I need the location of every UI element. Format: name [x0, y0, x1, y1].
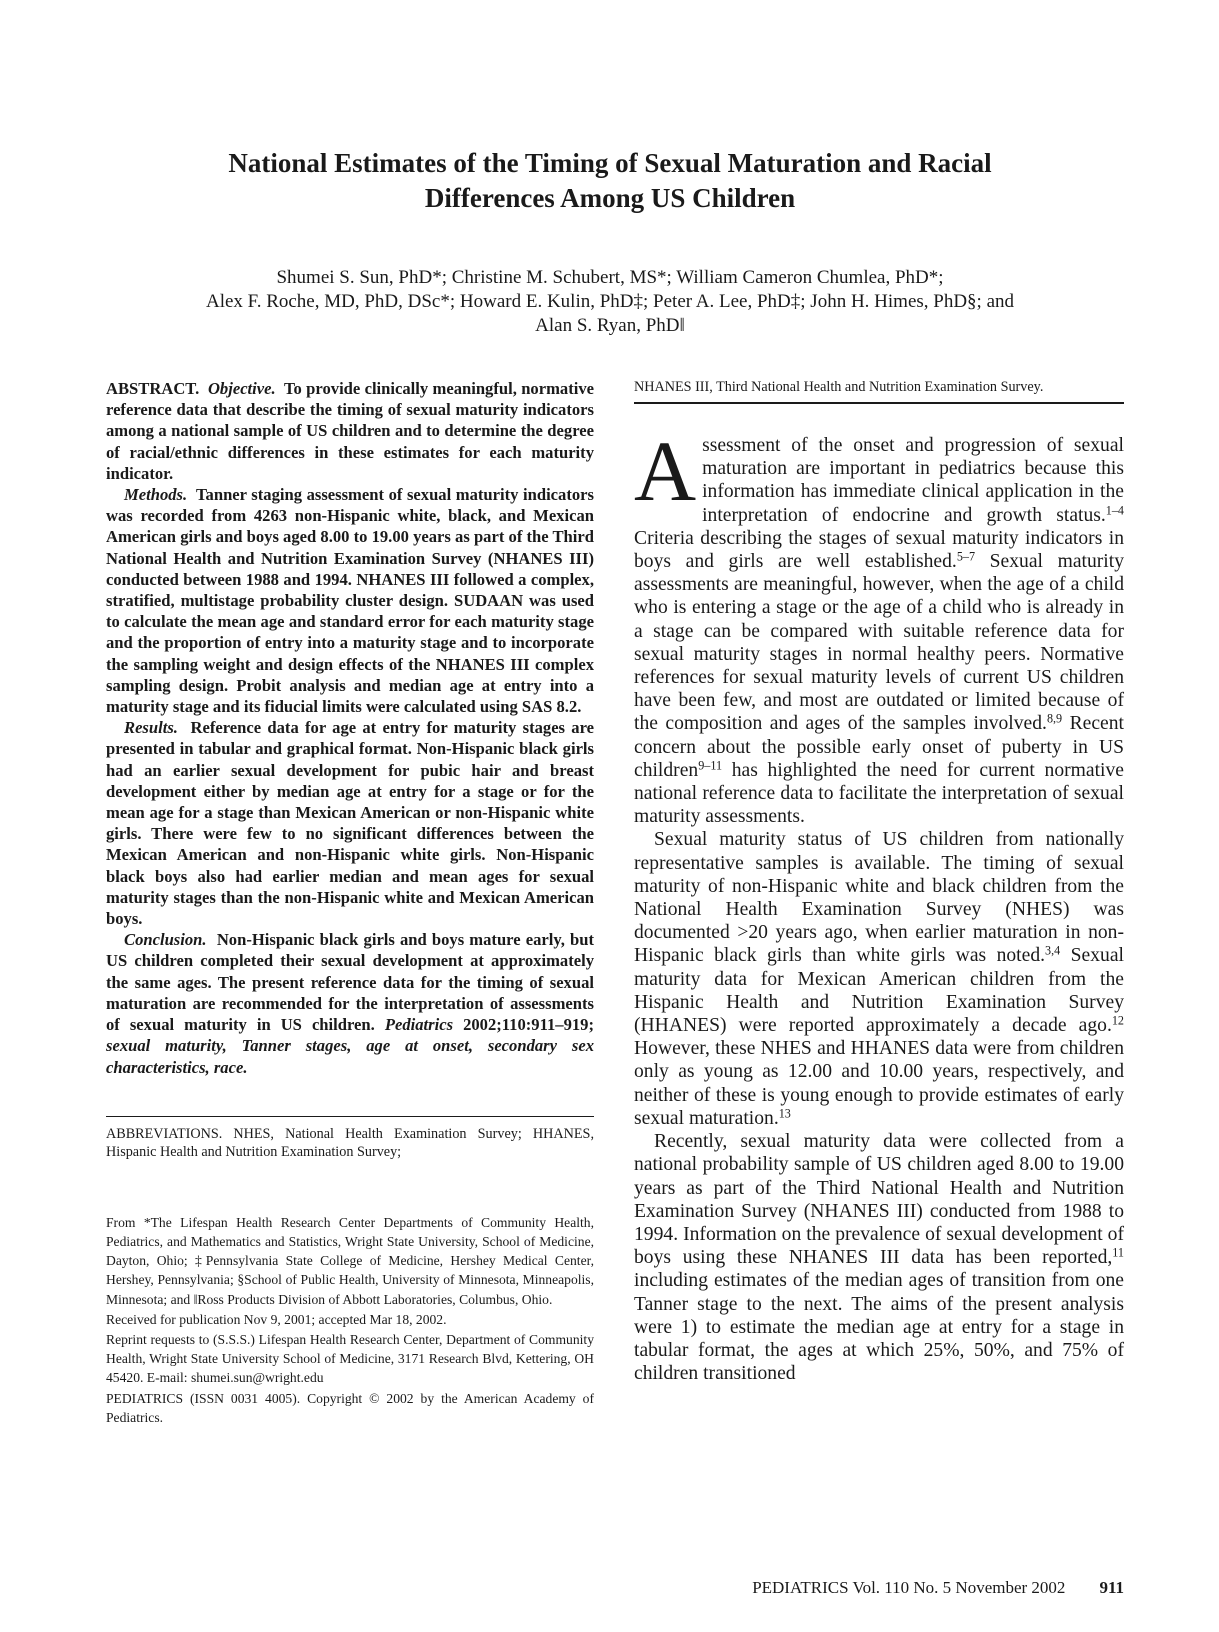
left-column — [106, 378, 594, 1428]
objective-label: Objective. — [207, 379, 276, 398]
citation-superscript: 5–7 — [956, 549, 976, 564]
title-line: National Estimates of the Timing of Sexual Maturation and Racial — [228, 148, 992, 178]
citation-superscript: 12 — [1111, 1013, 1124, 1028]
body-paragraph: Recently, sexual maturity data were collected from a national probability sample of US children aged 8.00 to 19.00 years as part of the Third National Health and Nutrition Examination Survey (NHANES III) conducted from 1988 to 1994. Information on the prevalence of sexual development of boys using these NHANES III data has been reported,$^{11}$ including estimates of the median ages of transition from one Tanner stage to the next. The aims of the present analysis were 1) to estimate the median age at entry for a stage in tabular format, the ages at which 25%, 50%, and 75% of children transitioned — [634, 1131, 1124, 1385]
citation-superscript: 8,9 — [1046, 711, 1063, 726]
reprint-requests: Reprint requests to (S.S.S.) Lifespan Health Research Center, Department of Community Health, Wright State University School of Medicine, 3171 Research Blvd, Kettering, OH 45420. E-mail: shumei.sun@wright.edu — [106, 1331, 594, 1386]
author-line: Shumei S. Sun, PhD*; Christine M. Schubert, MS*; William Cameron Chumlea, PhD*; — [276, 267, 944, 288]
citation-superscript: 11 — [1112, 1245, 1124, 1260]
drop-cap: A — [634, 423, 697, 519]
abstract-label: ABSTRACT. — [106, 379, 200, 398]
citation-superscript: 1–4 — [1105, 502, 1124, 517]
methods-label: Methods. — [124, 485, 188, 505]
methods-text: Tanner staging assessment of sexual maturity indicators was recorded from 4263 non-Hispanic white, black, and Mexican American girls and boys aged 8.00 to 19.00 years as part of the Third National Health and Nutrition Examination Survey (NHANES III) conducted between 1988 and 1994. NHANES III followed a complex, stratified, multistage probability cluster design. SUDAAN was used to calculate the mean age and standard error for each maturity stage and the proportion of entry into a maturity stage and to incorporate the sampling weight and design effects of the NHANES III complex sampling design. Probit analysis and median age at entry into a maturity stage and its fiducial limits were calculated using SAS 8.2. — [106, 485, 594, 717]
conclusion-text: Non-Hispanic black girls and boys mature early, but US children completed their sexual development at approximately the same ages. The present reference data for the timing of sexual maturation are recommended for the interpretation of assessments of sexual maturity in US children. — [106, 930, 595, 1035]
body-paragraph: Assessment of the onset and progression of sexual maturation are important in pediatrics because this information has immediate clinical application in the interpretation of endocrine and growth status.$^{1-4}$ Criteria describing the stages of sexual maturity indicators in boys and girls are well established.$^{5-7}$ Sexual maturity assessments are meaningful, however, when the age of a child who is entering a stage or the age of a child who is already in a stage can be compared with suitable reference data for sexual maturity stages in normal healthy peers. Normative references for sexual maturity levels of current US children have been few, and most are outdated or limited because of the composition and ages of the samples involved.$^{8,9}$ Recent concern about the possible early onset of puberty in US children$^{9-11}$ has highlighted the need for current normative national reference data to facilitate the interpretation of sexual maturity assessments. — [634, 423, 1124, 828]
keywords: sexual maturity, Tanner stages, age at onset, secondary sex characteristics, race. — [106, 1036, 594, 1077]
author-line: Alex F. Roche, MD, PhD, DSc*; Howard E. Kulin, PhD‡; Peter A. Lee, PhD‡; John H. Himes, PhD§; and — [205, 291, 1015, 312]
article-title — [100, 146, 1120, 216]
journal-footer: PEDIATRICS Vol. 110 No. 5 November 2002 — [752, 1578, 1066, 1597]
results-text: Reference data for age at entry for maturity stages are presented in tabular and graphical format. Non-Hispanic black girls had an earlier sexual development for pubic hair and breast development either by median age at entry for a stage or for the mean age for a stage than Mexican American or non-Hispanic white girls. There were few to no significant differences between the Mexican American and non-Hispanic white girls. Non-Hispanic black boys also had earlier median and mean ages for sexual maturity stages than the non-Hispanic white and Mexican American boys. — [106, 718, 595, 929]
abbreviations-note: ABBREVIATIONS. NHES, National Health Examination Survey; HHANES, Hispanic Health and Nutrition Examination Survey; — [106, 1116, 594, 1161]
objective-text: To provide clinically meaningful, normative reference data that describe the timing of sexual maturity indicators among a national sample of US children and to determine the degree of racial/ethnic differences in these estimates for each maturity indicator. — [106, 379, 594, 483]
citation-ref: 2002;110:911–919; — [463, 1015, 594, 1035]
abstract — [106, 378, 594, 1078]
conclusion-label: Conclusion. — [124, 930, 207, 950]
body-paragraph: Sexual maturity status of US children from nationally representative samples is available. The timing of sexual maturity of non-Hispanic white and black children from the National Health Examination Survey (NHES) was documented >20 years ago, when earlier maturation in non-Hispanic black girls than white girls was noted.$^{3,4}$ Sexual maturity data for Mexican American children from the Hispanic Health and Nutrition Examination Survey (HHANES) were reported approximately a decade ago.$^{12}$ However, these NHES and HHANES data were from children only as young as 12.00 and 10.00 years, respectively, and neither of these is young enough to provide estimates of early sexual maturation.$^{13}$ — [634, 829, 1124, 1129]
page-number: 911 — [1099, 1578, 1124, 1597]
affiliations-footnote — [106, 1213, 594, 1427]
citation-superscript: 13 — [778, 1106, 791, 1121]
results-label: Results. — [124, 718, 178, 738]
nhanes-abbreviation-note: NHANES III, Third National Health and Nutrition Examination Survey. — [634, 378, 1124, 404]
author-list — [100, 266, 1120, 338]
author-line: Alan S. Ryan, PhD‖ — [535, 315, 685, 336]
received-dates: Received for publication Nov 9, 2001; accepted Mar 18, 2002. — [106, 1311, 447, 1327]
body-text — [634, 423, 1124, 1385]
citation-journal: Pediatrics — [384, 1015, 454, 1035]
right-column — [634, 378, 1124, 1385]
citation-superscript: 9–11 — [698, 758, 723, 773]
citation-superscript: 3,4 — [1045, 943, 1061, 958]
copyright-notice: PEDIATRICS (ISSN 0031 4005). Copyright © 2002 by the American Academy of Pediatrics. — [106, 1390, 594, 1425]
affiliation-text: From *The Lifespan Health Research Center Departments of Community Health, Pediatrics, and Mathematics and Statistics, Wright State University, School of Medicine, Dayton, Ohio; ‡Pennsylvania State College of Medicine, Hershey Medical Center, Hershey, Pennsylvania; §School of Public Health, University of Minnesota, Minneapolis, Minnesota; and ‖Ross Products Division of Abbott Laboratories, Columbus, Ohio. — [106, 1214, 594, 1307]
page-footer — [680, 1578, 1124, 1598]
title-line: Differences Among US Children — [424, 183, 796, 213]
